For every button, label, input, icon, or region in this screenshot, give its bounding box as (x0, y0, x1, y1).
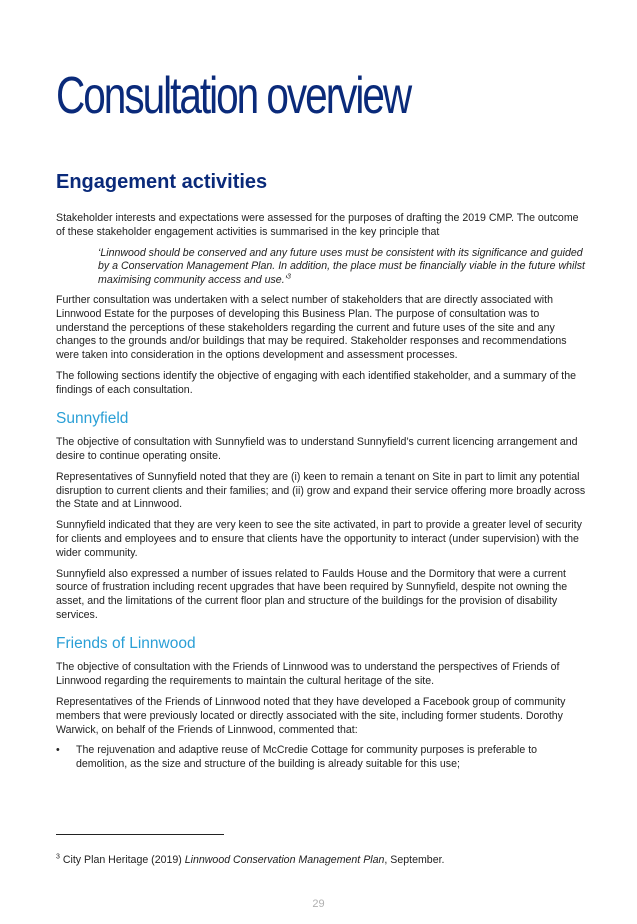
sunnyfield-paragraph: The objective of consultation with Sunnyfield was to understand Sunnyfield’s current licencing arrangement and desire to continue operating onsite. (56, 436, 578, 462)
sunnyfield-paragraph: Sunnyfield indicated that they are very keen to see the site activated, in part to provide a greater level of security for clients and employees and to ensure that clients have the opportunity to interact (under supervision) with the wider community. (56, 519, 582, 559)
footnote-divider (56, 834, 224, 835)
intro-paragraph: Further consultation was undertaken with a select number of stakeholders that are directly associated with Linnwood Estate for the purposes of developing this Business Plan. The purpose of consultation was to understand the perceptions of these stakeholders regarding the current and future uses of the site and any changes to the grounds and/or buildings that may be required. Stakeholder responses and recommendations were taken into consideration in the options development and assessment processes. (56, 293, 567, 362)
subheading-friends-of-linnwood: Friends of Linnwood (56, 634, 196, 652)
page-number: 29 (312, 898, 325, 910)
footnote-text-after: , September. (384, 854, 445, 866)
footnote-ref[interactable]: 3 (287, 273, 291, 281)
footnote-title: Linnwood Conservation Management Plan (184, 854, 385, 866)
main-content (56, 170, 586, 778)
subheading-sunnyfield: Sunnyfield (56, 409, 129, 427)
list-item-text: The rejuvenation and adaptive reuse of McCredie Cottage for community purposes is preferable to demolition, as the size and structure of the building is already suitable for this use; (76, 744, 538, 771)
list-item (56, 744, 586, 772)
key-principle-quote (98, 247, 586, 288)
friends-paragraph: The objective of consultation with the Friends of Linnwood was to understand the perspectives of Friends of Linnwood regarding the requirements to maintain the cultural heritage of the site. (56, 661, 560, 688)
quote-text: ‘Linnwood should be conserved and any future uses must be consistent with its significance and guided by a Conservation Management Plan. In addition, the place must be financially viable in the future whilst maximising community access and use.’ (98, 246, 586, 287)
sunnyfield-paragraph: Sunnyfield also expressed a number of issues related to Faulds House and the Dormitory that were a current source of frustration including recent upgrades that have been required by Sunnyfield, despite not owning the asset, and the limitations of the current floor plan and structure of the buildings for the provision of disability services. (56, 567, 568, 621)
footnote (56, 854, 444, 866)
page-title: Consultation overview (56, 67, 411, 125)
sunnyfield-paragraph: Representatives of Sunnyfield noted that they are (i) keen to remain a tenant on Site in part to limit any potential disruption to current clients and their families; and (ii) grow and expand their service offering more broadly across the State and at Linnwood. (56, 470, 586, 511)
friends-paragraph: Representatives of the Friends of Linnwood noted that they have developed a Facebook group of community members that were previously located or directly associated with the site, including former students. Dorothy Warwick, on behalf of the Friends of Linnwood, commented that: (56, 695, 566, 736)
intro-paragraph: Stakeholder interests and expectations were assessed for the purposes of drafting the 2019 CMP. The outcome of these stakeholder engagement activities is summarised in the key principle that (56, 212, 579, 238)
section-heading: Engagement activities (56, 171, 268, 193)
intro-paragraph: The following sections identify the objective of engaging with each identified stakeholder, and a summary of the findings of each consultation. (56, 369, 576, 396)
footnote-text-before: City Plan Heritage (2019) (59, 854, 185, 866)
bullet-icon: • (56, 744, 60, 757)
footnote-number: 3 (56, 853, 60, 861)
